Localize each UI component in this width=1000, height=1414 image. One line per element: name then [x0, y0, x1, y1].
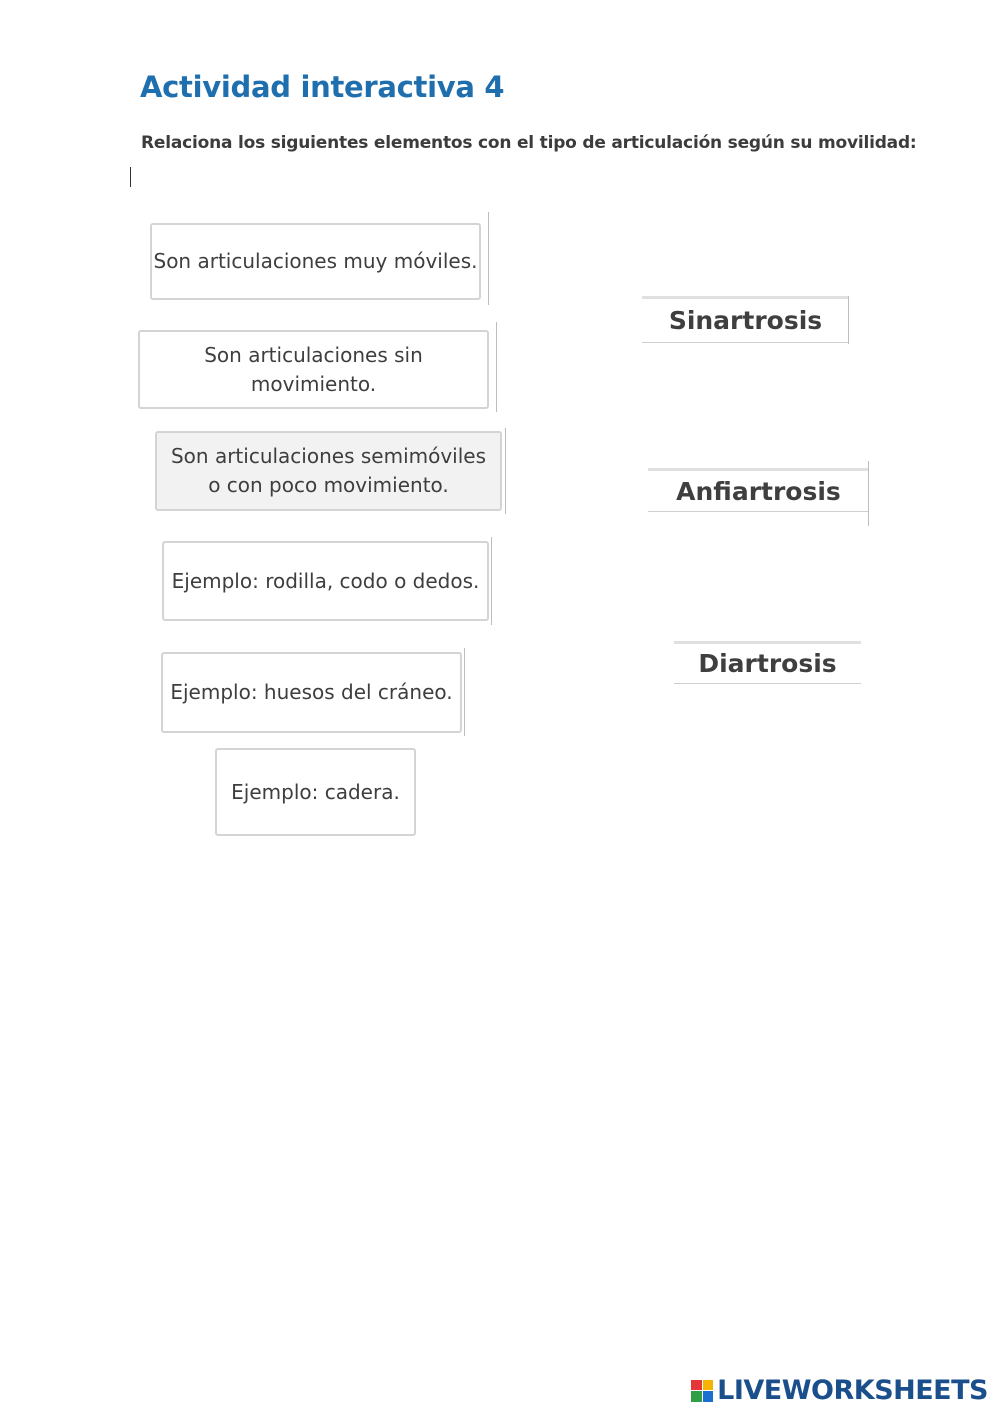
logo-square [703, 1380, 714, 1391]
divider-line [464, 648, 465, 736]
card-text [231, 778, 400, 807]
logo-square [691, 1391, 702, 1402]
card-text [172, 567, 480, 596]
target-label: Sinartrosis [668, 306, 823, 335]
card-text [171, 442, 486, 500]
page-title: Actividad interactiva 4 [140, 70, 505, 104]
card-line: Son articulaciones semimóviles [170, 444, 487, 468]
card-line: o con poco movimiento. [208, 473, 449, 497]
card-text [204, 341, 423, 399]
drag-card-muy-moviles[interactable] [150, 223, 481, 300]
drag-card-huesos-craneo[interactable] [161, 652, 462, 733]
card-line: Ejemplo: rodilla, codo o dedos. [171, 568, 480, 593]
divider-line [491, 537, 492, 625]
card-text [154, 247, 478, 276]
divider-line [505, 428, 506, 514]
drag-card-semimoviles[interactable] [155, 431, 502, 511]
instruction-text: Relaciona los siguientes elementos con el tipo de articulación según su movilidad: [141, 133, 917, 153]
card-line: Ejemplo: cadera. [231, 779, 400, 804]
target-label: Diartrosis [698, 649, 837, 678]
drag-card-rodilla-codo-dedos[interactable] [162, 541, 489, 621]
card-line: Ejemplo: huesos del cráneo. [170, 680, 453, 704]
divider-line [496, 322, 497, 412]
logo-square [703, 1391, 714, 1402]
logo-square [691, 1380, 702, 1391]
brand-name: LIVEWORKSHEETS [717, 1375, 988, 1406]
card-text [170, 678, 452, 707]
card-line: Son articulaciones muy móviles. [153, 249, 478, 273]
text-cursor [130, 167, 131, 187]
drop-target-anfiartrosis[interactable] [648, 468, 869, 512]
drag-card-sin-movimiento[interactable] [138, 330, 489, 409]
liveworksheets-brand[interactable] [691, 1375, 988, 1406]
target-edge [848, 296, 849, 344]
card-line: movimiento. [250, 371, 377, 396]
drag-card-cadera[interactable] [215, 748, 416, 836]
liveworksheets-logo-icon [691, 1380, 713, 1402]
target-label: Anfiartrosis [676, 476, 841, 506]
drop-target-diartrosis[interactable] [674, 641, 861, 684]
drop-target-sinartrosis[interactable] [642, 296, 849, 343]
divider-line [488, 212, 489, 305]
card-line: Son articulaciones sin [204, 342, 423, 367]
target-edge [868, 461, 869, 526]
